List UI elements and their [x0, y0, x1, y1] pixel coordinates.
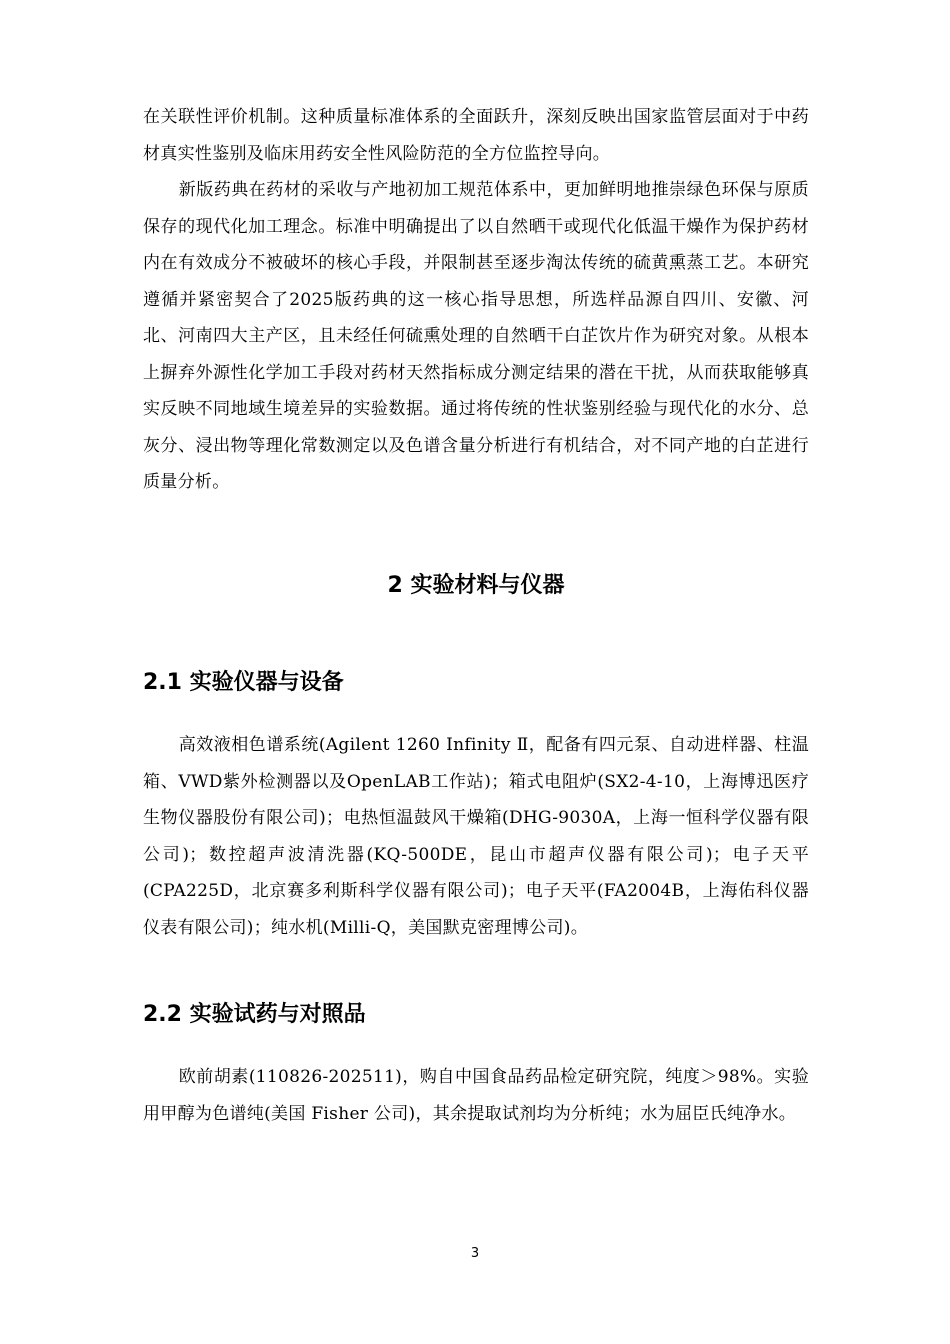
page-number: 3 [470, 1246, 480, 1261]
section-2-2-title: 2.2 实验试药与对照品 [143, 1002, 366, 1027]
section-2-2-body: 欧前胡素(110826-202511)，购自中国食品药品检定研究院，纯度＞98%。实验用甲醇为色谱纯(美国 Fisher 公司)，其余提取试剂均为分析纯；水为屈臣氏纯净水。 [143, 1067, 809, 1124]
chapter-title: 2 实验材料与仪器 [387, 573, 565, 598]
section-2-1-title: 2.1 实验仪器与设备 [143, 670, 344, 695]
continuation-paragraph: 在关联性评价机制。这种质量标准体系的全面跃升，深刻反映出国家监管层面对于中药材真实性鉴别及临床用药安全性风险防范的全方位监控导向。 [143, 107, 809, 164]
processing-paragraph: 新版药典在药材的采收与产地初加工规范体系中，更加鲜明地推崇绿色环保与原质保存的现代化加工理念。标准中明确提出了以自然晒干或现代化低温干燥作为保护药材内在有效成分不被破坏的核心手段，并限制甚至逐步淘汰传统的硫黄熏蒸工艺。本研究遵循并紧密契合了2025版药典的这一核心指导思想，所选样品源自四川、安徽、河北、河南四大主产区，且未经任何硫熏处理的自然晒干白芷饮片作为研究对象。从根本上摒弃外源性化学加工手段对药材天然指标成分测定结果的潜在干扰，从而获取能够真实反映不同地域生境差异的实验数据。通过将传统的性状鉴别经验与现代化的水分、总灰分、浸出物等理化常数测定以及色谱含量分析进行有机结合，对不同产地的白芷进行质量分析。 [143, 180, 809, 492]
section-2-1-body: 高效液相色谱系统(Agilent 1260 Infinity Ⅱ，配备有四元泵、自动进样器、柱温箱、VWD紫外检测器以及OpenLAB工作站)；箱式电阻炉(SX2-4-10，上海博迅医疗生物仪器股份有限公司)；电热恒温鼓风干燥箱(DHG-9030A，上海一恒科学仪器有限公司)；数控超声波清洗器(KQ-500DE，昆山市超声仪器有限公司)；电子天平(CPA225D，北京赛多利斯科学仪器有限公司)；电子天平(FA2004B，上海佑科仪器仪表有限公司)；纯水机(Milli-Q，美国默克密理博公司)。 [143, 735, 809, 938]
